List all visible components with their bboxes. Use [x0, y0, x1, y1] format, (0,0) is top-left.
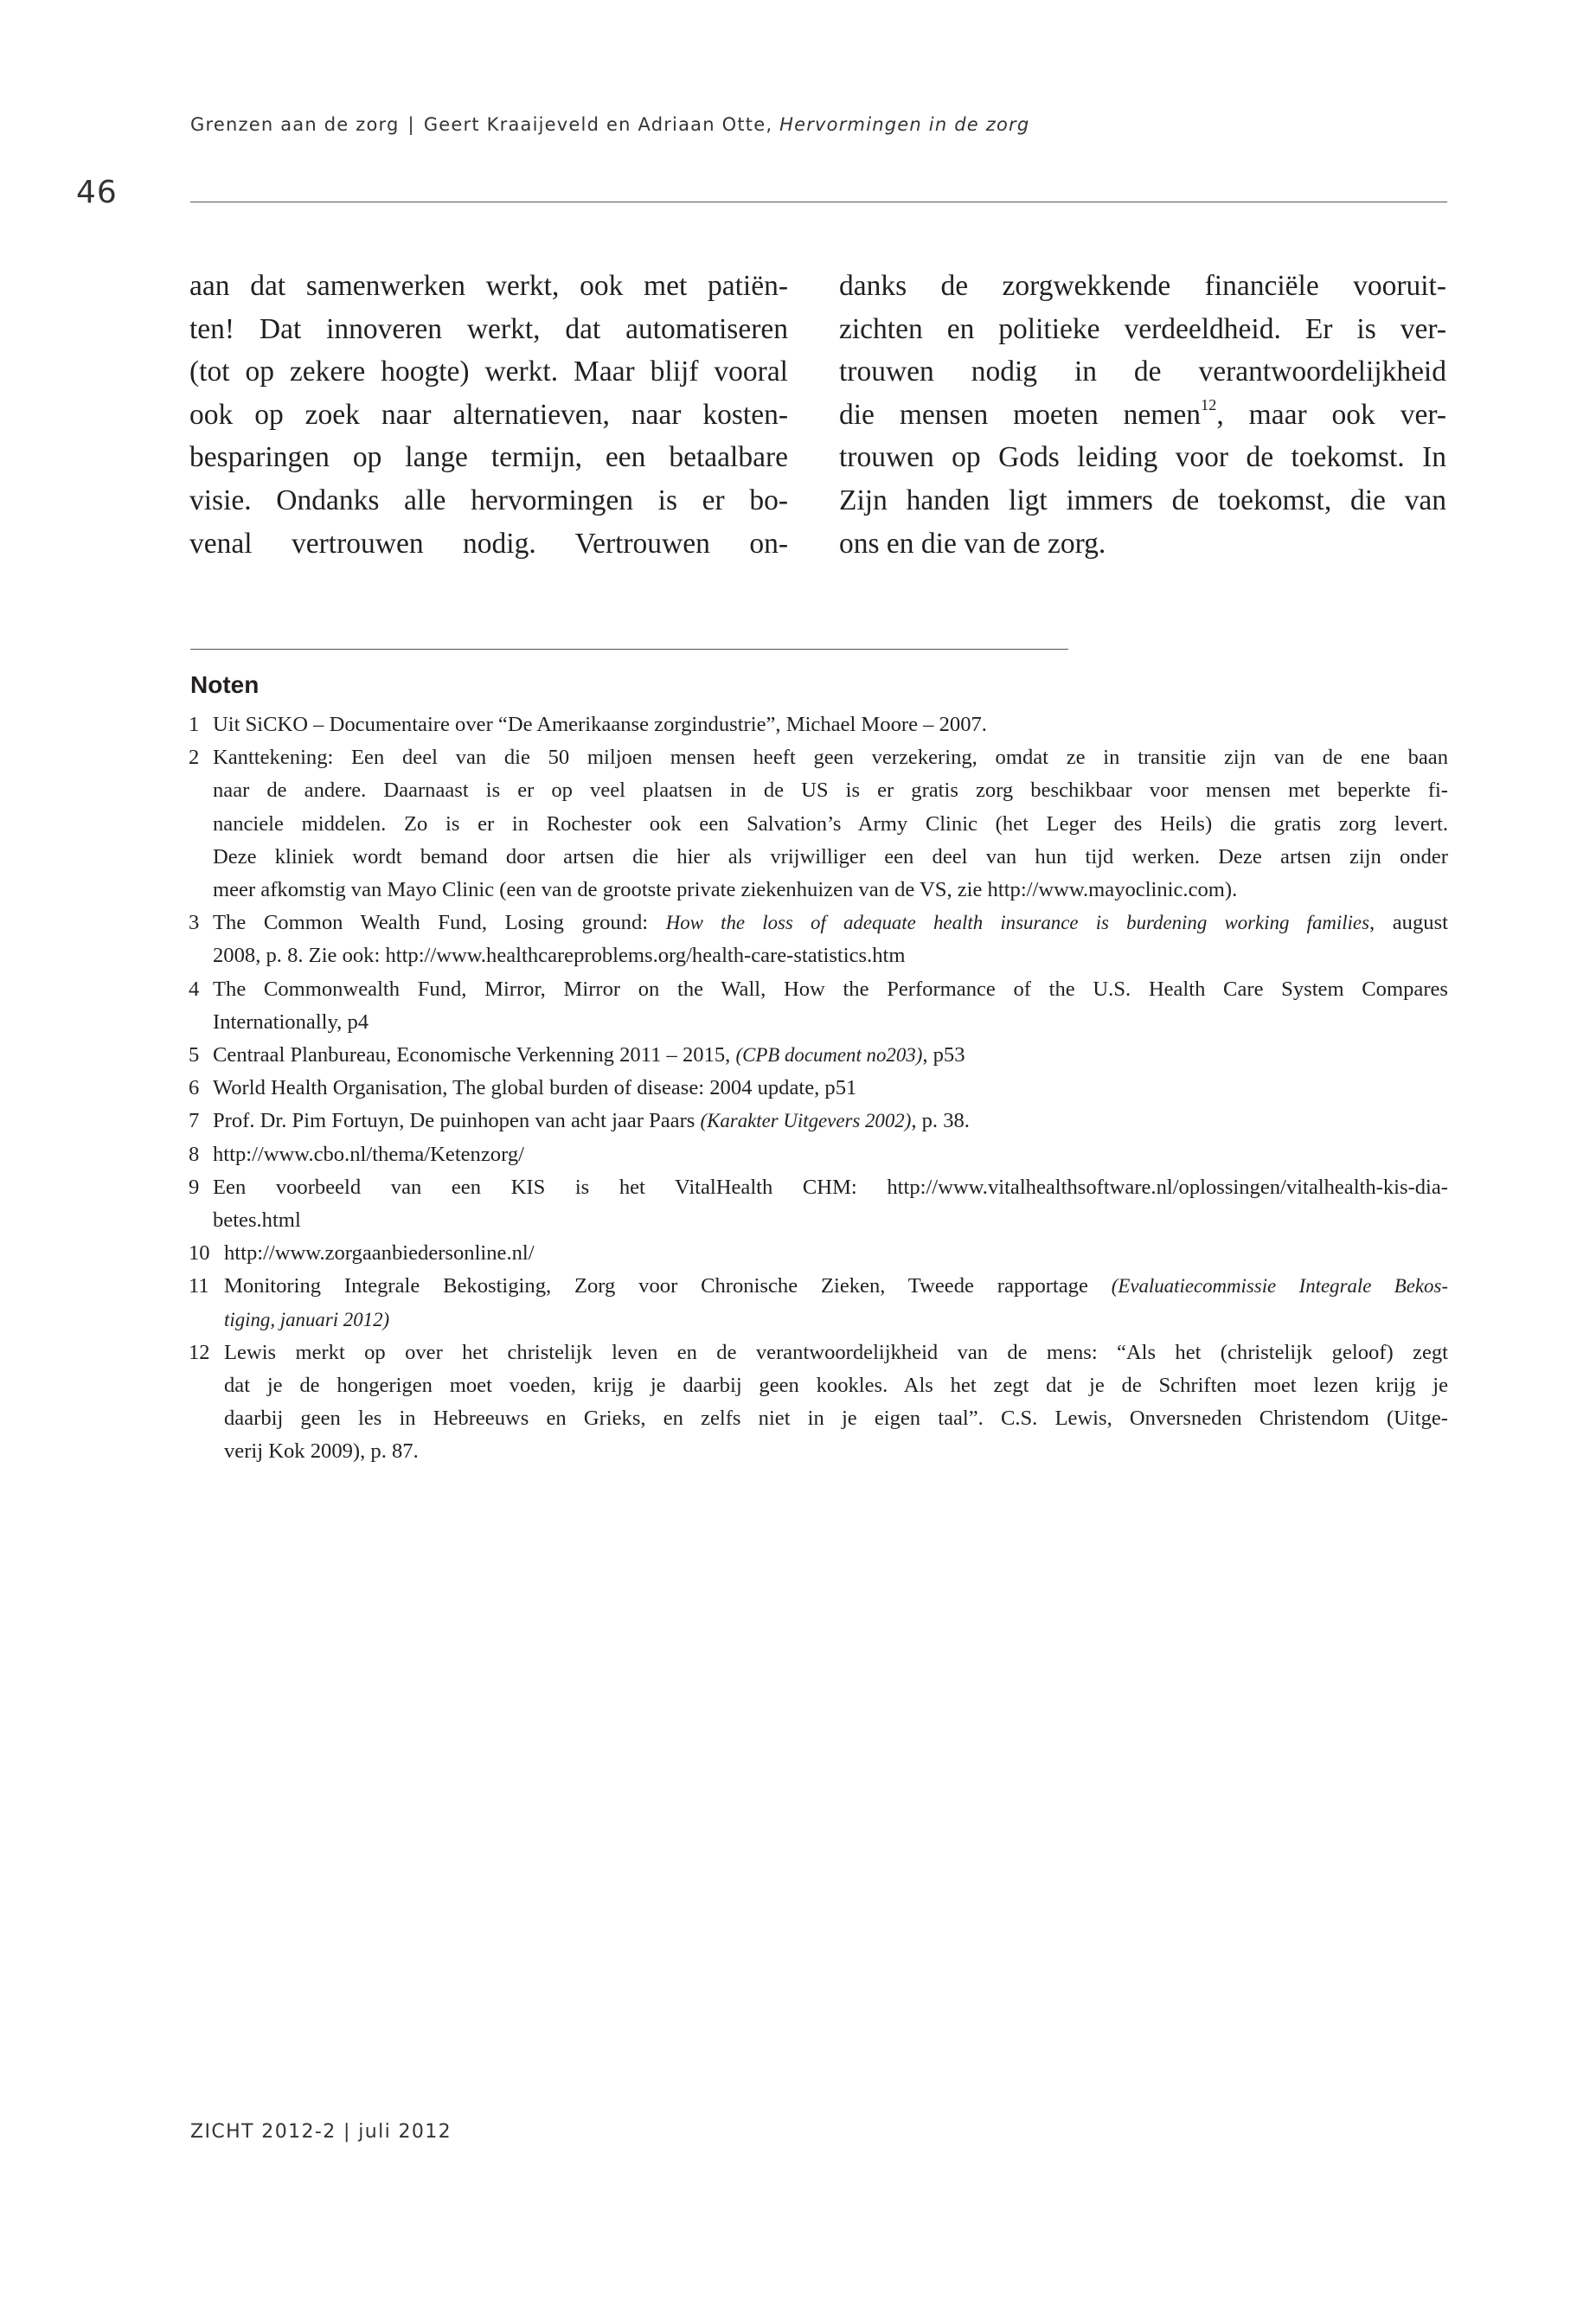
body-line: visie. Ondanks alle hervormingen is er bo-: [189, 484, 788, 516]
running-header: [190, 114, 1029, 135]
footnote-line: verij Kok 2009), p. 87.: [224, 1439, 419, 1464]
authors: Geert Kraaijeveld en Adriaan Otte,: [423, 114, 773, 135]
footnote-number: 4: [189, 977, 200, 1001]
page-footer: ZICHT 2012-2 | juli 2012: [190, 2121, 452, 2143]
footnote-line: dat je de hongerigen moet voeden, krijg je daarbij geen kookles. Als het zegt dat je de Schriften moet lezen krijg je: [224, 1374, 1448, 1398]
footnote-12: [189, 1336, 1448, 1469]
body-text: die mensen moeten nemen: [839, 398, 1201, 431]
footnote-1: [189, 708, 1448, 741]
footnote-line: naar de andere. Daarnaast is er op veel plaatsen in de US is er gratis zorg beschikbaar voor mensen met beperkte fi-: [213, 779, 1448, 803]
footnote-number: 12: [189, 1340, 210, 1364]
footnote-italic-title: tiging, januari 2012): [224, 1308, 390, 1330]
footnote-10: [189, 1237, 1448, 1270]
footnote-line: [213, 1105, 1448, 1138]
article-title: Hervormingen in de zorg: [779, 114, 1030, 135]
footnote-11: [189, 1270, 1448, 1336]
footnote-9: [189, 1171, 1448, 1237]
footnote-line: Lewis merkt op over het christelijk leven en de verantwoordelijkheid van de mens: “Als het (christelijk geloof) zegt: [224, 1340, 1448, 1364]
footnote-line: The Commonwealth Fund, Mirror, Mirror on the Wall, How the Performance of the U.S. Health Care System Compares: [213, 977, 1448, 1001]
footnotes-list: [189, 708, 1448, 1469]
footnote-reference[interactable]: 12: [1200, 395, 1217, 413]
footnote-line: [224, 1270, 1448, 1303]
body-line: venal vertrouwen nodig. Vertrouwen on-: [189, 527, 788, 560]
footnote-number: 2: [189, 746, 200, 770]
footnote-line: Deze kliniek wordt bemand door artsen die hier als vrijwilliger een deel van hun tijd werken. Deze artsen zijn onder: [213, 844, 1448, 868]
footnote-4: [189, 973, 1448, 1039]
footnote-text: , p53: [922, 1043, 965, 1067]
footnote-text: Monitoring Integrale Bekostiging, Zorg voor Chronische Zieken, Tweede rapportage: [224, 1274, 1112, 1298]
footnote-number: 9: [189, 1175, 200, 1199]
body-text: , maar ook ver-: [1216, 398, 1446, 431]
footnote-number: 3: [189, 911, 200, 935]
footnote-2: [189, 741, 1448, 907]
footnote-italic-title: (Evaluatiecommissie Integrale Bekos-: [1111, 1275, 1448, 1298]
footnote-text: , august: [1368, 911, 1448, 935]
body-line: ons en die van de zorg.: [839, 527, 1106, 560]
footnote-6: [189, 1072, 1448, 1105]
footnote-8: [189, 1138, 1448, 1171]
body-line: trouwen nodig in de verantwoordelijkheid: [839, 356, 1446, 388]
footnote-number: 1: [189, 713, 200, 736]
body-line: danks de zorgwekkende financiële vooruit-: [839, 270, 1446, 302]
footnote-line: [213, 1039, 1448, 1072]
footnote-7: [189, 1105, 1448, 1138]
footnote-line: Kanttekening: Een deel van die 50 miljoen mensen heeft geen verzekering, omdat ze in transitie zijn van de ene baan: [213, 746, 1448, 770]
body-line: (tot op zekere hoogte) werkt. Maar blijf vooral: [189, 356, 788, 388]
footnote-italic-title: (CPB document no203): [735, 1044, 923, 1067]
page-number: 46: [76, 175, 118, 210]
header-separator: |: [407, 114, 415, 135]
footnote-italic-title: (Karakter Uitgevers 2002): [700, 1110, 912, 1132]
body-column-right: [839, 265, 1446, 565]
journal-title: Grenzen aan de zorg: [190, 114, 400, 135]
footnote-number: 8: [189, 1142, 200, 1166]
footnote-link[interactable]: http://www.cbo.nl/thema/Ketenzorg/: [213, 1142, 524, 1166]
footnote-line: World Health Organisation, The global burden of disease: 2004 update, p51: [213, 1076, 857, 1100]
footnote-line: Internationally, p4: [213, 1009, 369, 1034]
footnote-number: 11: [189, 1274, 209, 1298]
footnote-text: , p. 38.: [911, 1109, 970, 1133]
footnote-number: 5: [189, 1043, 200, 1067]
footnote-line: 2008, p. 8. Zie ook: http://www.healthcareproblems.org/health-care-statistics.htm: [213, 944, 906, 968]
body-line: ook op zoek naar alternatieven, naar kosten-: [189, 398, 788, 431]
body-line: trouwen op Gods leiding voor de toekomst. In: [839, 441, 1446, 474]
footnote-line: Uit SiCKO – Documentaire over “De Amerikaanse zorgindustrie”, Michael Moore – 2007.: [213, 713, 987, 736]
body-line: aan dat samenwerken werkt, ook met patiën-: [189, 270, 788, 302]
body-line: ten! Dat innoveren werkt, dat automatiseren: [189, 312, 788, 345]
footnote-link[interactable]: http://www.zorgaanbiedersonline.nl/: [224, 1241, 535, 1266]
footnote-line: betes.html: [213, 1208, 301, 1233]
body-line: [839, 394, 1446, 437]
footnote-5: [189, 1039, 1448, 1072]
footnote-3: [189, 907, 1448, 972]
footnote-line: nanciele middelen. Zo is er in Rochester ook een Salvation’s Army Clinic (het Leger des Heils) die gratis zorg levert.: [213, 811, 1448, 836]
footnote-number: 7: [189, 1109, 200, 1133]
notes-heading: Noten: [190, 671, 260, 698]
footnote-line: [213, 907, 1448, 939]
footnote-line: meer afkomstig van Mayo Clinic (een van de grootste private ziekenhuizen van de VS, zie http://www.mayoclinic.com).: [213, 878, 1238, 902]
footnote-number: 10: [189, 1241, 210, 1266]
footnote-text: The Common Wealth Fund, Losing ground:: [213, 911, 666, 935]
body-column-left: [189, 265, 788, 565]
footnote-line: daarbij geen les in Hebreeuws en Grieks, en zelfs niet in je eigen taal”. C.S. Lewis, Onversneden Christendom (Uitge-: [224, 1407, 1448, 1431]
body-line: Zijn handen ligt immers de toekomst, die van: [839, 484, 1446, 516]
notes-rule: [190, 649, 1068, 650]
footnote-line: Een voorbeeld van een KIS is het VitalHealth CHM: http://www.vitalhealthsoftware.nl/oplossingen/vitalhealth-kis-dia-: [213, 1175, 1448, 1199]
footnote-italic-title: How the loss of adequate health insurance is burdening working families: [665, 912, 1369, 934]
body-line: besparingen op lange termijn, een betaalbare: [189, 441, 788, 474]
footnote-line: [224, 1304, 1448, 1336]
footnote-number: 6: [189, 1076, 200, 1100]
body-line: zichten en politieke verdeeldheid. Er is ver-: [839, 312, 1446, 345]
footnote-text: Centraal Planbureau, Economische Verkenning 2011 – 2015,: [213, 1043, 736, 1067]
footnote-text: Prof. Dr. Pim Fortuyn, De puinhopen van acht jaar Paars: [213, 1109, 701, 1133]
